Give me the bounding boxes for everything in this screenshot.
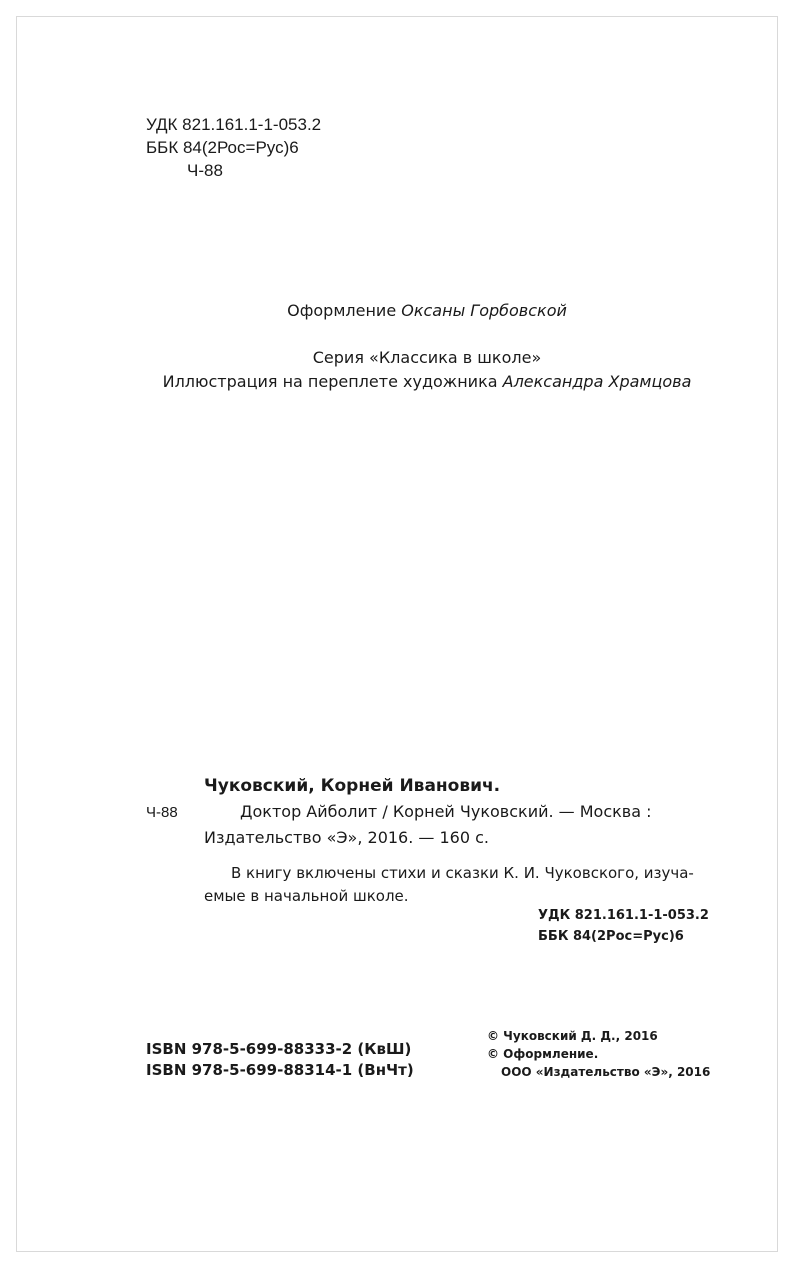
- copyright-line3: ООО «Издательство «Э», 2016: [501, 1065, 711, 1079]
- illustration-label: Иллюстрация на переплете художника: [162, 372, 498, 391]
- series-line: Серия «Классика в школе»: [312, 348, 542, 367]
- design-label: Оформление: [287, 301, 397, 320]
- udk-top: УДК 821.161.1-1-053.2: [146, 115, 322, 134]
- card-annotation-line1: В книгу включены стихи и сказки К. И. Чуковского, изуча-: [231, 864, 694, 882]
- copyright-line2: © Оформление.: [487, 1047, 599, 1061]
- bbk-top: ББК 84(2Рос=Рус)6: [146, 138, 299, 157]
- card-bbk: ББК 84(2Рос=Рус)6: [538, 929, 684, 944]
- card-udk: УДК 821.161.1-1-053.2: [538, 908, 709, 923]
- isbn-line1: ISBN 978-5-699-88333-2 (КвШ): [146, 1040, 412, 1058]
- author-mark-top: Ч-88: [187, 161, 223, 180]
- design-name: Оксаны Горбовской: [401, 301, 567, 320]
- card-title-line1: Доктор Айболит / Корней Чуковский. — Москва :: [240, 802, 652, 821]
- card-title-line2: Издательство «Э», 2016. — 160 с.: [204, 828, 489, 847]
- card-author: Чуковский, Корней Иванович.: [204, 776, 501, 796]
- design-credit: [0, 300, 796, 322]
- illustration-credit: [0, 371, 796, 393]
- card-author-mark: Ч-88: [146, 804, 178, 821]
- isbn-line2: ISBN 978-5-699-88314-1 (ВнЧт): [146, 1061, 414, 1079]
- copyright-line1: © Чуковский Д. Д., 2016: [487, 1029, 658, 1043]
- card-annotation-line2: емые в начальной школе.: [204, 887, 409, 905]
- illustration-name: Александра Храмцова: [502, 372, 692, 391]
